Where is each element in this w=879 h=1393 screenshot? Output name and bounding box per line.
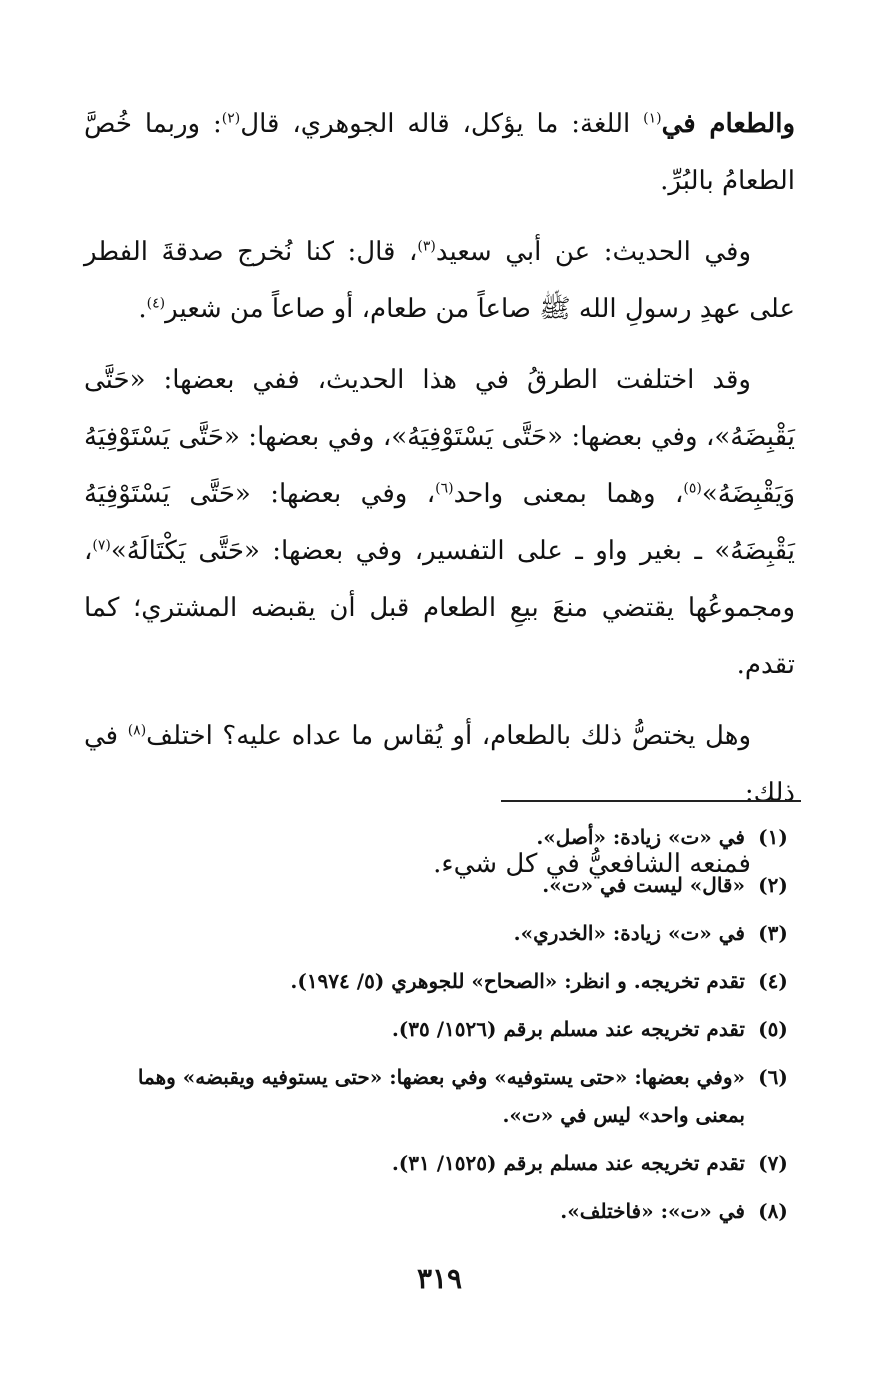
footnote-text: في «ت»: «فاختلف». bbox=[560, 1199, 745, 1223]
footnote-number: (٢) bbox=[758, 873, 788, 897]
term-heading: والطعام في bbox=[661, 109, 795, 139]
footnote-item bbox=[88, 1010, 801, 1048]
footnote-item bbox=[88, 1144, 801, 1182]
paragraph-text: ، وهما بمعنى واحد bbox=[453, 479, 684, 509]
paragraph-text: اللغة: ما يؤكل، قاله الجوهري، قال bbox=[240, 109, 644, 139]
footnote-item bbox=[88, 1192, 801, 1230]
footnote-text: «وفي بعضها: «حتى يستوفيه» وفي بعضها: «حتى يستوفيه ويقبضه» وهما بمعنى واحد» ليس في «ت». bbox=[137, 1065, 745, 1127]
paragraph-text: . bbox=[138, 294, 147, 324]
footnote-number: (٣) bbox=[758, 921, 788, 945]
paragraph-text: ، وفي بعضها: «حَتَّى يَسْتَوْفِيَهُ يَقْبِضَهُ» ـ بغير واو ـ على التفسير، وفي بعضها: «حَتَّى يَكْتَالَهُ» bbox=[84, 479, 795, 566]
footnote-item bbox=[88, 866, 801, 904]
footnote-ref-6[interactable]: (٦) bbox=[435, 480, 454, 497]
footnote-number: (٧) bbox=[758, 1151, 788, 1175]
footnote-ref-7[interactable]: (٧) bbox=[92, 537, 111, 554]
footnote-text: في «ت» زيادة: «الخدري». bbox=[513, 921, 745, 945]
footnote-ref-4[interactable]: (٤) bbox=[146, 295, 166, 312]
footnote-ref-8[interactable]: (٨) bbox=[127, 722, 147, 739]
footnote-ref-2[interactable]: (٢) bbox=[221, 110, 241, 127]
paragraph-text: وقد اختلفت الطرقُ في هذا الحديث، ففي بعضها: «حَتَّى يَقْبِضَهُ»، وفي بعضها: «حَتَّى يَسْتَوْفِيَهُ»، وفي بعضها: «حَتَّى يَسْتَوْفِيَهُ وَيَقْبِضَهُ» bbox=[84, 365, 796, 509]
paragraph-text: وفي الحديث: عن أبي سعيد bbox=[435, 237, 752, 267]
paragraph-text: : وربما خُصَّ الطعامُ بالبُرِّ. bbox=[84, 109, 795, 196]
footnote-text: تقدم تخريجه عند مسلم برقم (١٥٢٦/ ٣٥). bbox=[391, 1017, 745, 1041]
paragraph-4 bbox=[84, 708, 795, 822]
paragraph-text: وهل يختصُّ ذلك بالطعام، أو يُقاس ما عداه عليه؟ اختلف bbox=[146, 721, 751, 751]
footnote-item bbox=[88, 914, 801, 952]
footnote-text: في «ت» زيادة: «أصل». bbox=[536, 825, 745, 849]
footnote-ref-3[interactable]: (٣) bbox=[417, 238, 436, 255]
paragraph-3 bbox=[84, 352, 795, 694]
footnote-number: (٦) bbox=[758, 1065, 788, 1089]
footnote-ref-5[interactable]: (٥) bbox=[683, 480, 702, 497]
footnote-text: تقدم تخريجه عند مسلم برقم (١٥٢٥/ ٣١). bbox=[391, 1151, 745, 1175]
paragraph-1 bbox=[84, 96, 795, 210]
footnote-item bbox=[88, 818, 801, 856]
paragraph-2 bbox=[84, 224, 795, 338]
paragraph-text: ، ومجموعُها يقتضي منعَ بيعِ الطعام قبل أن يقبضه المشتري؛ كما تقدم. bbox=[84, 536, 795, 680]
footnote-text: تقدم تخريجه. و انظر: «الصحاح» للجوهري (٥/ ١٩٧٤). bbox=[290, 969, 745, 993]
footnote-number: (٤) bbox=[758, 969, 788, 993]
footnote-item bbox=[88, 962, 801, 1000]
paragraph-text: فمنعه الشافعيُّ في كل شيء. bbox=[433, 849, 751, 879]
paragraph-text: ، قال: كنا نُخرج صدقةَ الفطر على عهدِ رسولِ الله ﷺ صاعاً من طعام، أو صاعاً من شعير bbox=[84, 237, 795, 324]
footnote-text: «قال» ليست في «ت». bbox=[542, 873, 745, 897]
page-number: ٣١٩ bbox=[416, 1262, 463, 1295]
footnote-number: (٥) bbox=[758, 1017, 788, 1041]
footnote-separator bbox=[501, 800, 801, 802]
footnote-number: (٨) bbox=[758, 1199, 788, 1223]
footnote-item bbox=[88, 1058, 801, 1134]
footnote-ref-1[interactable]: (١) bbox=[643, 110, 662, 127]
footnotes-list bbox=[88, 818, 801, 1240]
footnote-number: (١) bbox=[758, 825, 788, 849]
paragraph-text: في ذلك: bbox=[84, 721, 795, 808]
